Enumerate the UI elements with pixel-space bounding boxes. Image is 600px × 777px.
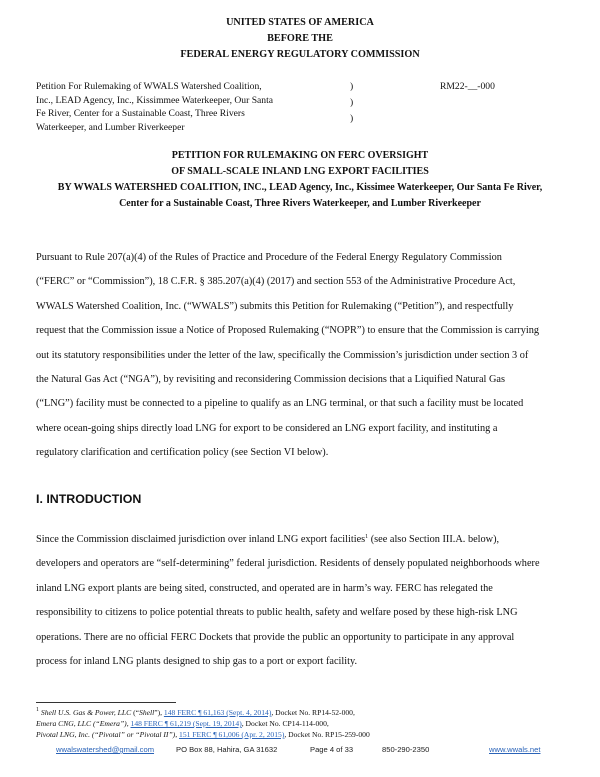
intro-paragraph xyxy=(36,246,576,466)
footnote-case-name: Pivotal LNG, Inc. (“Pivotal” or “Pivotal II”) xyxy=(36,730,176,739)
paragraph-line: request that the Commission issue a Notice of Proposed Rulemaking (“NOPR”) to ensure that the Commission is carrying xyxy=(36,325,540,337)
paragraph-line: out its statutory responsibilities under the letter of the law, specifically the Commission’s jurisdiction under section 3 of xyxy=(36,349,529,361)
document-header xyxy=(0,15,600,63)
footnote-text: ”), xyxy=(154,708,164,717)
footer-address: PO Box 88, Hahira, GA 31632 xyxy=(176,745,278,754)
footnote-text: (“ xyxy=(131,708,140,717)
caption-parties xyxy=(36,80,336,134)
footnote-line xyxy=(36,718,576,729)
paragraph-line: regulatory clarification and certification policy (see Section VI below). xyxy=(36,447,329,459)
footnote-case-name: Shell U.S. Gas & Power, LLC xyxy=(40,708,132,717)
caption-line: Fe River, Center for a Sustainable Coast, Three Rivers xyxy=(36,108,245,119)
section-heading: I. INTRODUCTION xyxy=(36,492,142,506)
footnote-text: , Docket No. CP14-114-000, xyxy=(241,719,329,728)
footnote-citation-link[interactable]: 151 FERC ¶ 61,006 (Apr. 2, 2015) xyxy=(179,730,285,739)
introduction-body xyxy=(36,528,576,674)
paragraph-line: (“FERC” or “Commission”), 18 C.F.R. § 385.207(a)(4) (2017) and section 553 of the Administrative Procedure Act, xyxy=(36,276,516,288)
footnote-divider xyxy=(36,702,176,703)
body-text: (see also Section III.A. below), xyxy=(368,534,500,545)
petition-title-line: Center for a Sustainable Coast, Three Rivers Waterkeeper, and Lumber Riverkeeper xyxy=(119,198,481,209)
footnote-reference[interactable]: 1 xyxy=(365,534,369,540)
paragraph-line: Pursuant to Rule 207(a)(4) of the Rules of Practice and Procedure of the Federal Energy Regulatory Commission xyxy=(36,252,502,263)
caption-line: Inc., LEAD Agency, Inc., Kissimmee Waterkeeper, Our Santa xyxy=(36,94,274,106)
footnote-case-name: Emera CNG, LLC (“Emera”) xyxy=(36,719,127,728)
footer-website-link[interactable]: www.wwals.net xyxy=(489,745,541,754)
header-line-2: BEFORE THE xyxy=(267,33,333,44)
header-line-1: UNITED STATES OF AMERICA xyxy=(226,17,374,28)
footnote-marker: 1 xyxy=(36,707,39,713)
paragraph-line: responsibility to citizens to police potential threats to public health, safety and welfare posed by these high-risk LNG xyxy=(36,607,518,619)
petition-title xyxy=(10,148,590,212)
petition-title-line: PETITION FOR RULEMAKING ON FERC OVERSIGHT xyxy=(171,150,429,161)
paragraph-line: inland LNG export plants are being sited, constructed, and operated are in harm’s way. FERC has relegated the xyxy=(36,582,493,594)
footer-email-link[interactable]: wwalswatershed@gmail.com xyxy=(56,745,155,754)
footnote-short-name: Shell xyxy=(139,708,155,717)
paragraph-line: developers and operators are “self-determining” federal jurisdiction. Residents of densely populated neighborhoods where xyxy=(36,558,540,570)
paragraph-line: where ocean-going ships directly load LNG for export to be considered an LNG export facility, and instituting a xyxy=(36,422,498,434)
case-caption xyxy=(36,80,596,136)
caption-paren: ) xyxy=(350,97,354,108)
footnote-text: , xyxy=(126,719,131,728)
footnote-text: , Docket No. RP14-52-000, xyxy=(271,708,355,717)
body-text: Since the Commission disclaimed jurisdiction over inland LNG export facilities xyxy=(36,534,366,545)
petition-title-line: OF SMALL-SCALE INLAND LNG EXPORT FACILITIES xyxy=(171,166,429,177)
caption-line: Petition For Rulemaking of WWALS Watershed Coalition, xyxy=(36,81,262,92)
footer-page-number: Page 4 of 33 xyxy=(310,745,354,754)
paragraph-line: the Natural Gas Act (“NGA”), by revisiting and reconsidering Commission decisions that a Liquified Natural Gas xyxy=(36,374,505,386)
paragraph-line xyxy=(36,528,576,552)
paragraph-line: operations. There are no official FERC Dockets that provide the public an opportunity to participate in any approval xyxy=(36,631,515,643)
footnote-line xyxy=(36,729,576,740)
footnote-text: , Docket No. RP15-259-000 xyxy=(284,730,370,739)
paragraph-line: process for inland LNG plants designed to ship gas to a port or export facility. xyxy=(36,656,358,668)
paragraph-line: WWALS Watershed Coalition, Inc. (“WWALS”) submits this Petition for Rulemaking (“Petition”), and respectfully xyxy=(36,300,514,312)
footnote-citation-link[interactable]: 148 FERC ¶ 61,219 (Sept. 19, 2014) xyxy=(130,719,242,728)
petition-title-line: BY WWALS WATERSHED COALITION, INC., LEAD Agency, Inc., Kissimee Waterkeeper, Our Santa Fe River, xyxy=(57,182,543,193)
footnote xyxy=(36,707,576,740)
footnote-line xyxy=(36,707,576,718)
caption-paren: ) xyxy=(350,81,354,92)
caption-line: Waterkeeper, and Lumber Riverkeeper xyxy=(36,121,185,133)
header-line-3: FEDERAL ENERGY REGULATORY COMMISSION xyxy=(180,49,420,60)
paragraph-line: (“LNG”) facility must be connected to a pipeline to qualify as an LNG terminal, or that such a facility must be located xyxy=(36,398,524,410)
footer-phone: 850-290-2350 xyxy=(382,745,430,754)
caption-parens xyxy=(350,80,360,128)
docket-number: RM22-__-000 xyxy=(440,81,495,92)
footnote-citation-link[interactable]: 148 FERC ¶ 61,163 (Sept. 4, 2014) xyxy=(163,708,272,717)
footnote-text: , xyxy=(175,730,180,739)
caption-paren: ) xyxy=(350,113,354,124)
